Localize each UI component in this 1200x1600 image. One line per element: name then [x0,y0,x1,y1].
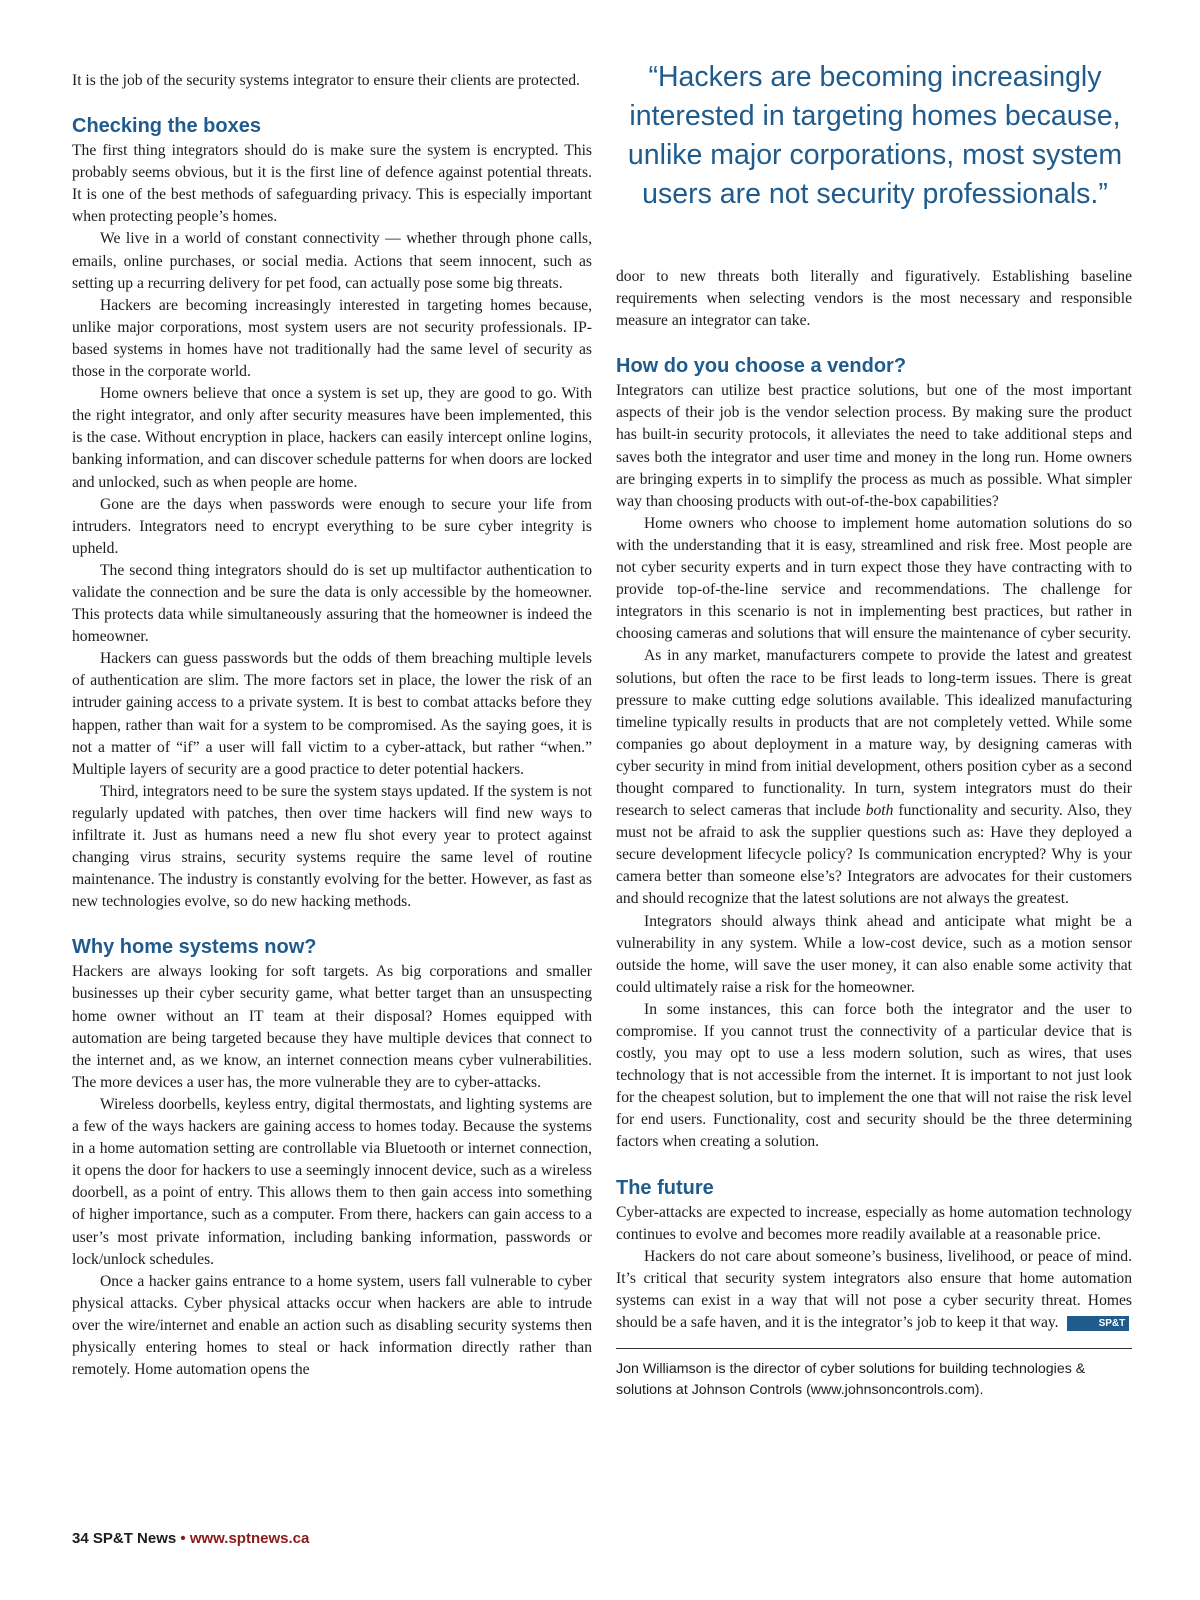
intro-paragraph: It is the job of the security systems integrator to ensure their clients are protected. [72,72,580,89]
text-run: As in any market, manufacturers compete to provide the latest and greatest solutions, but often the race to be first leads to long-term issues. There is great pressure to make cutting edge solutions available. This idealized manufacturing timeline typically results in products that are not completely vetted. While some companies go about deployment in a mature way, by designing cameras with cyber security in mind from initial development, others position cyber as a second thought compared to functionality. In turn, system integrators must do their research to select cameras that include [616,647,1132,820]
emphasis-both: both [865,802,894,820]
pull-quote: “Hackers are becoming increasingly interested in targeting homes because, unlike major corporations, most system users are not security professionals.” [627,61,1123,210]
footer-separator: • [180,1530,186,1547]
body-paragraph: Home owners who choose to implement home automation solutions do so with the understanding that it is easy, streamlined and risk free. Most people are not cyber security experts and in turn expect those they have contracting with to provide top-of-the-line service and recommendations. The challenge for integrators in this scenario is not in implementing best practices, but rather in choosing cameras and solutions that will ensure the maintenance of cyber security. [616,514,1132,643]
body-paragraph [616,1246,1132,1334]
author-bio: Jon Williamson is the director of cyber solutions for building technologies & solutions at Johnson Controls (www.johnsoncontrols.com). [616,1361,1086,1399]
bio-divider [616,1348,1132,1349]
body-paragraph: Gone are the days when passwords were enough to secure your life from intruders. Integrators need to encrypt everything to be sure cyber integrity is upheld. [72,495,592,557]
page-footer [72,1530,309,1547]
body-paragraph: Hackers are always looking for soft targets. As big corporations and smaller businesses up their cyber security game, what better target than an unsuspecting home owner without an IT team at their disposal? Homes equipped with automation are being targeted because they have multiple devices that connect to the internet and, as we know, an internet connection means cyber vulnerabilities. The more devices a user has, the more vulnerable they are to cyber-attacks. [72,963,592,1091]
body-paragraph: Integrators should always think ahead and anticipate what might be a vulnerability in any system. While a low-cost device, such as a motion sensor outside the home, will save the user money, it can also enable some activity that could ultimately raise a risk for the homeowner. [616,912,1132,996]
body-paragraph: Once a hacker gains entrance to a home system, users fall vulnerable to cyber physical attacks. Cyber physical attacks occur when hackers are able to intrude over the wire/internet and enable an action such as disabling security systems then physically entering homes to steal or hack information directly rather than remotely. Home automation opens the [72,1272,592,1379]
body-paragraph: Home owners believe that once a system is set up, they are good to go. With the right integrator, and only after security measures have been implemented, this is the case. Without encryption in place, hackers can easily intercept online logins, banking information, and can discover schedule patterns for when doors are locked and unlocked, such as when people are home. [72,385,592,491]
text-run: Hackers do not care about someone’s business, livelihood, or peace of mind. It’s critical that security system integrators also ensure that home automation systems can exist in a way that will not pose a cyber security threat. Homes should be a safe haven, and it is the integrator’s job to keep it that way. [616,1247,1132,1332]
section-heading-checking-boxes: Checking the boxes [72,115,261,138]
body-paragraph: Hackers can guess passwords but the odds of them breaching multiple levels of authentication are slim. The more factors set in place, the lower the risk of an intruder gaining access to a private system. It is best to combat attacks before they happen, rather than wait for a system to be compromised. As the saying goes, it is not a matter of “if” a user will fall victim to a cyber-attack, but rather “when.” Multiple layers of security are a good practice to deter potential hackers. [72,650,592,778]
body-paragraph: Third, integrators need to be sure the system stays updated. If the system is not regularly updated with patches, then over time hackers will find new ways to infiltrate it. Just as humans need a new flu shot every year to protect against changing virus strains, security systems require the same level of routine maintenance. The industry is constantly evolving for the better. However, as fast as new technologies evolve, so do new hacking methods. [72,782,592,911]
page-number: 34 [72,1530,89,1547]
body-paragraph: The first thing integrators should do is make sure the system is encrypted. This probably seems obvious, but it is the first line of defence against potential threats. It is one of the best methods of safeguarding privacy. This is especially important when protecting people’s homes. [72,142,592,226]
body-paragraph [616,645,1132,910]
website-link[interactable]: www.sptnews.ca [189,1530,310,1547]
body-paragraph: We live in a world of constant connectivity — whether through phone calls, emails, online purchases, or social media. Actions that seem innocent, such as setting up a recurring delivery for pet food, can actually pose some big threats. [72,230,592,292]
body-paragraph: Hackers are becoming increasingly interested in targeting homes because, unlike major corporations, most system users are not security professionals. IP-based systems in homes have not traditionally had the same level of security as those in the corporate world. [72,296,592,381]
right-column [616,70,1132,1401]
body-paragraph: Cyber-attacks are expected to increase, especially as home automation technology continues to evolve and becomes more readily available at a reasonable price. [616,1203,1132,1243]
section-heading-choose-vendor: How do you choose a vendor? [616,355,907,378]
body-paragraph: Wireless doorbells, keyless entry, digital thermostats, and lighting systems are a few of the ways hackers are gaining access to homes today. Because the systems in a home automation setting are controllable via Bluetooth or internet connection, it opens the door for hackers to use a seemingly innocent device, such as a wireless doorbell, as a point of entry. This allows them to then gain access into something of higher importance, such as a computer. From there, hackers can gain access to a user’s most private information, including banking information, passwords or lock/unlock schedules. [72,1095,592,1268]
pull-quote-space [616,70,1132,266]
left-column [72,70,592,1381]
body-paragraph: In some instances, this can force both the integrator and the user to compromise. If you cannot trust the connectivity of a particular device that is costly, you may opt to use a less modern solution, such as wires, that uses technology that is not accessible from the internet. It is important to not just look for the cheapest solution, but to implement the one that will not raise the risk level for end users. Functionality, cost and security should be the three determining factors when creating a solution. [616,1000,1132,1151]
body-paragraph: Integrators can utilize best practice solutions, but one of the most important aspects of their job is the vendor selection process. By making sure the product has built-in security protocols, it alleviates the need to take additional steps and saves both the integrator and user time and money in the long run. Home owners are bringing experts in to simplify the process as much as possible. What simpler way than choosing products with out-of-the-box capabilities? [616,382,1132,510]
section-heading-the-future: The future [616,1176,714,1199]
body-paragraph: The second thing integrators should do is set up multifactor authentication to validate the connection and be sure the data is only accessible by the homeowner. This protects data while simultaneously assuring that the homeowner is indeed the homeowner. [72,561,592,646]
publication-name: SP&T News [92,1530,177,1547]
text-run: functionality and security. Also, they must not be afraid to ask the supplier questions such as: Have they deployed a secure development lifecycle policy? Is communication encrypted? Why is your camera better than someone else’s? Integrators are advocates for their customers and should recognize that the latest solutions are not always the greatest. [616,802,1133,908]
continuation-paragraph: door to new threats both literally and figuratively. Establishing baseline requirements when selecting vendors is the most necessary and responsible measure an integrator can take. [616,268,1132,330]
end-mark-logo: SP&T [1067,1316,1130,1331]
section-heading-why-home-systems: Why home systems now? [72,936,317,959]
